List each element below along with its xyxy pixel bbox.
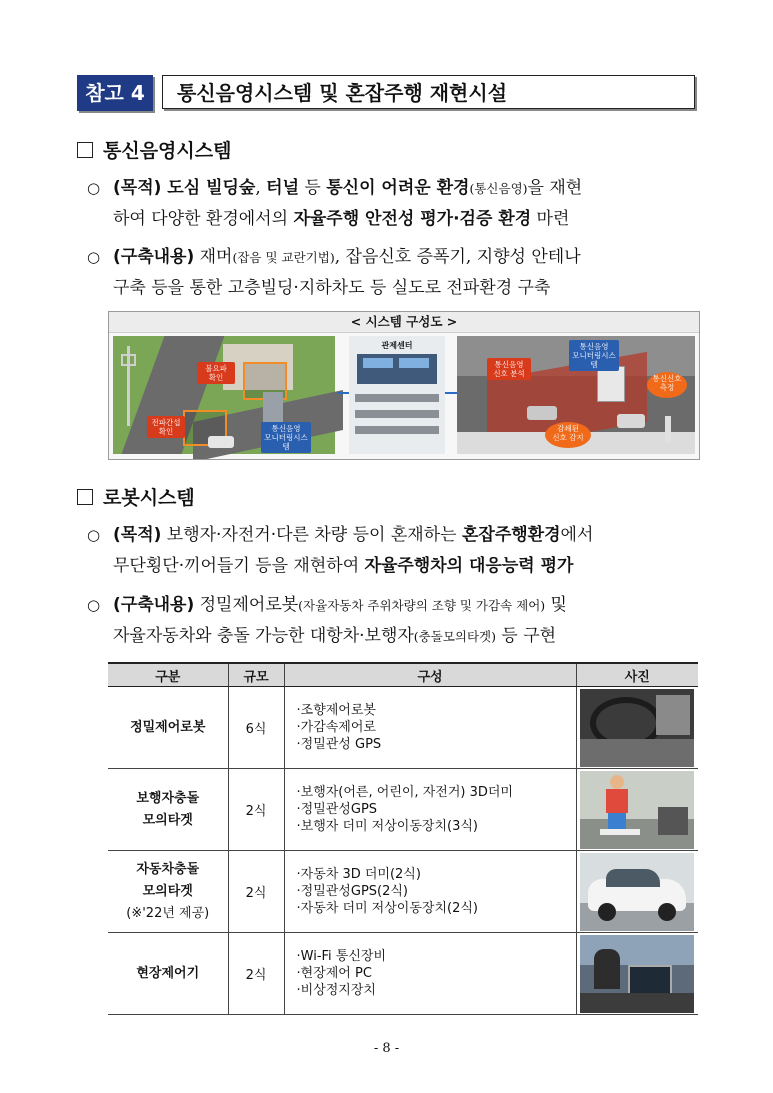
row-qty: 2식 xyxy=(228,851,284,933)
table-row xyxy=(108,687,698,769)
circle-bullet-icon: ○ xyxy=(87,596,101,614)
diagram-panel-control-center xyxy=(349,336,445,454)
label-control-center: 관제센터 xyxy=(381,341,413,350)
header-category: 구분 xyxy=(108,663,228,687)
row-photo xyxy=(576,769,698,851)
photo-precision-robot xyxy=(580,689,694,767)
row-qty: 6식 xyxy=(228,687,284,769)
bullet-construction-2: ○ (구축내용) 정밀제어로봇(자율자동차 주위차량의 조향 및 가감속 제어) 및 자율자동차와 충돌 가능한 대항차·보행자(충돌모의타겟) 등 구현 xyxy=(113,590,703,652)
reference-tag: 참고 4 xyxy=(77,75,153,111)
diagram-title: < 시스템 구성도 > xyxy=(109,312,699,333)
section-heading-comm-shadow: 통신음영시스템 xyxy=(77,136,231,163)
row-name: 현장제어기 xyxy=(108,933,228,1015)
row-components: ·Wi-Fi 통신장비 ·현장제어 PC ·비상정지장치 xyxy=(284,933,576,1015)
label-monitoring-system-1: 통신음영 모니터링시스템 xyxy=(261,422,311,453)
row-photo xyxy=(576,687,698,769)
table-row xyxy=(108,769,698,851)
circle-bullet-icon: ○ xyxy=(87,179,101,197)
antenna-pole-icon xyxy=(665,416,671,442)
diagram-panel-shadow-zone xyxy=(113,336,335,454)
checkbox-square-icon xyxy=(77,489,93,505)
row-name: 정밀제어로봇 xyxy=(108,687,228,769)
checkbox-square-icon xyxy=(77,142,93,158)
row-qty: 2식 xyxy=(228,769,284,851)
diagram-panel-tunnel xyxy=(457,336,695,454)
header-composition: 구성 xyxy=(284,663,576,687)
row-components: ·자동차 3D 더미(2식) ·정밀관성GPS(2식) ·자동차 더미 저상이동장치(2식) xyxy=(284,851,576,933)
bullet-purpose-2: ○ (목적) 보행자·자전거·다른 차량 등이 혼재하는 혼잡주행환경에서 무단횡단·끼어들기 등을 재현하여 자율주행차의 대응능력 평가 xyxy=(113,520,703,582)
photo-pedestrian-target xyxy=(580,771,694,849)
robot-system-table xyxy=(108,662,698,1015)
bullet-construction-1: ○ (구축내용) 재머(잡음 및 교란기법), 잡음신호 증폭기, 지향성 안테나 구축 등을 통한 고층빌딩·지하차도 등 실도로 전파환경 구축 xyxy=(113,242,703,304)
row-photo xyxy=(576,933,698,1015)
photo-field-controller xyxy=(580,935,694,1013)
header-scale: 규모 xyxy=(228,663,284,687)
label-spurious-check: 불요파 확인 xyxy=(197,362,235,384)
table-header-row xyxy=(108,663,698,687)
table-row xyxy=(108,933,698,1015)
label-signal-measure: 통신신호 측정 xyxy=(647,372,687,398)
row-qty: 2식 xyxy=(228,933,284,1015)
label-monitoring-system-2: 통신음영 모니터링시스템 xyxy=(569,340,619,371)
bullet-purpose-1: ○ (목적) 도심 빌딩숲, 터널 등 통신이 어려운 환경(통신음영)을 재현 하여 다양한 환경에서의 자율주행 안전성 평가·검증 환경 마련 xyxy=(113,173,703,235)
header-photo: 사진 xyxy=(576,663,698,687)
section-heading-robot: 로봇시스템 xyxy=(77,483,195,510)
row-photo xyxy=(576,851,698,933)
row-name: 보행자충돌 모의타겟 xyxy=(108,769,228,851)
monitoring-device-icon xyxy=(597,366,625,402)
row-components: ·보행자(어른, 어린이, 자전거) 3D더미 ·정밀관성GPS ·보행자 더미 저상이동장치(3식) xyxy=(284,769,576,851)
label-attenuated-signal: 감쇄된 신호 감지 xyxy=(545,422,591,448)
row-name: 자동차충돌 모의타겟 (※'22년 제공) xyxy=(108,851,228,933)
page-title: 통신음영시스템 및 혼잡주행 재현시설 xyxy=(162,75,695,109)
label-interference-check: 전파간섭 확인 xyxy=(147,416,185,438)
circle-bullet-icon: ○ xyxy=(87,248,101,266)
circle-bullet-icon: ○ xyxy=(87,526,101,544)
page-number: - 8 - xyxy=(373,1041,400,1056)
label-signal-analysis: 통신음영 신호 분석 xyxy=(487,358,531,380)
table-row xyxy=(108,851,698,933)
photo-vehicle-target xyxy=(580,853,694,931)
row-components: ·조향제어로봇 ·가감속제어로 ·정밀관성 GPS xyxy=(284,687,576,769)
system-diagram xyxy=(108,311,700,460)
monitoring-device-icon xyxy=(263,392,283,422)
